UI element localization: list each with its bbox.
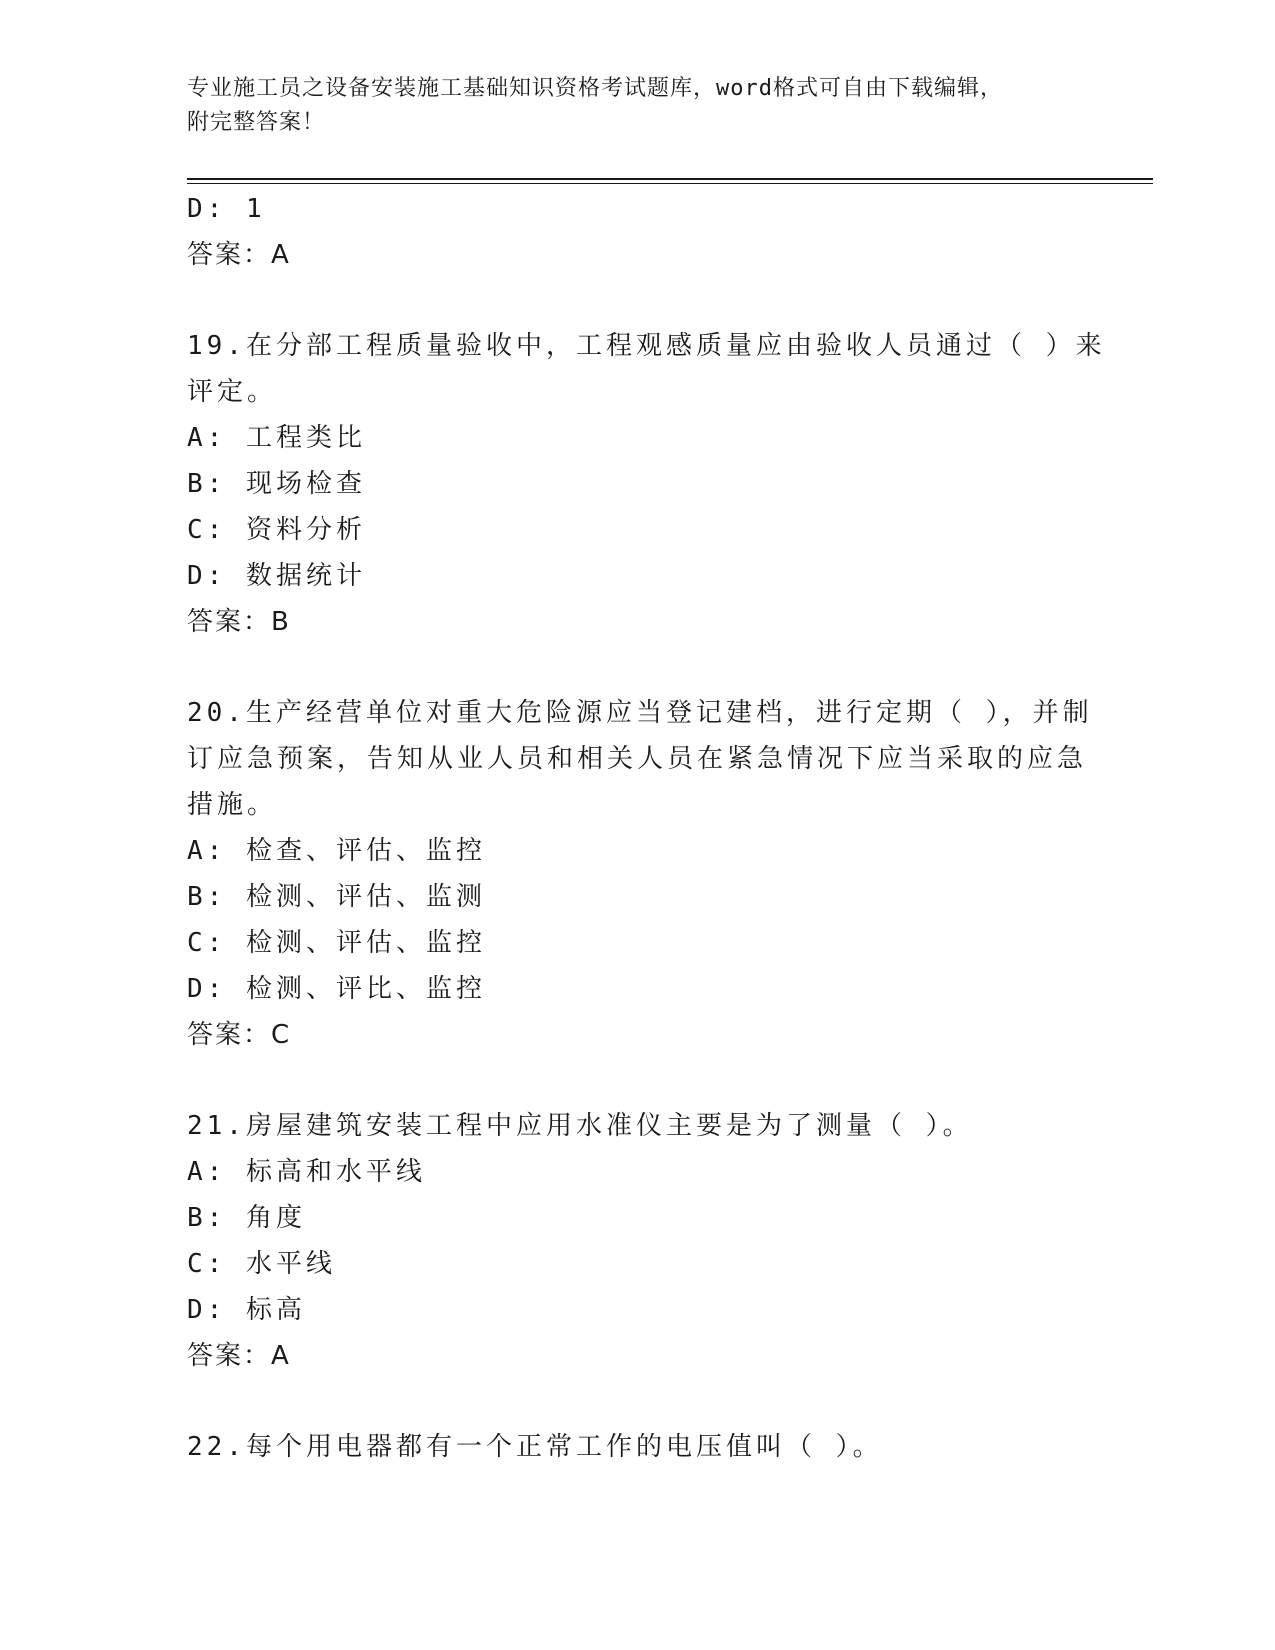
option-d: D: 数据统计 — [187, 561, 366, 591]
spacer — [187, 278, 1087, 323]
answer-label: 答案：B — [187, 607, 291, 637]
option-c: C: 水平线 — [187, 1249, 336, 1279]
header-rule-thin — [187, 183, 1153, 184]
question-21 — [187, 1103, 1087, 1379]
option-d: D: 检测、评比、监控 — [187, 974, 486, 1004]
question-20 — [187, 690, 1093, 1058]
answer-label: 答案：C — [187, 1020, 292, 1050]
question-list — [187, 186, 1106, 1470]
answer-label: 答案：A — [187, 1341, 291, 1371]
spacer — [187, 1379, 1087, 1424]
answer-label: 答案：A — [187, 240, 291, 270]
question-stem: 评定。 — [187, 377, 278, 407]
option-d: D: 1 — [187, 194, 266, 224]
option-b: B: 现场检查 — [187, 469, 366, 499]
question-stem: 19.在分部工程质量验收中，工程观感质量应由验收人员通过（ ）来 — [187, 331, 1106, 361]
spacer — [187, 1058, 1087, 1103]
header-title-line-1: 专业施工员之设备安装施工基础知识资格考试题库，word格式可自由下载编辑， — [187, 76, 1003, 101]
option-b: B: 角度 — [187, 1203, 306, 1233]
option-c: C: 资料分析 — [187, 515, 366, 545]
option-a: A: 检查、评估、监控 — [187, 836, 486, 866]
question-18-tail — [187, 186, 1087, 278]
option-d: D: 标高 — [187, 1295, 306, 1325]
option-c: C: 检测、评估、监控 — [187, 928, 486, 958]
question-stem: 措施。 — [187, 790, 278, 820]
question-stem: 订应急预案，告知从业人员和相关人员在紧急情况下应当采取的应急 — [187, 744, 1088, 774]
question-stem: 21.房屋建筑安装工程中应用水准仪主要是为了测量（ ）。 — [187, 1111, 973, 1141]
question-19 — [187, 323, 1106, 645]
option-b: B: 检测、评估、监测 — [187, 882, 486, 912]
header-rule-thick — [187, 178, 1153, 180]
option-a: A: 工程类比 — [187, 423, 366, 453]
spacer — [187, 645, 1087, 690]
option-a: A: 标高和水平线 — [187, 1157, 426, 1187]
header-title-line-2: 附完整答案！ — [187, 110, 326, 135]
document-header — [187, 72, 1067, 140]
question-22 — [187, 1424, 1087, 1470]
question-stem: 20.生产经营单位对重大危险源应当登记建档，进行定期（ ），并制 — [187, 698, 1093, 728]
question-stem: 22.每个用电器都有一个正常工作的电压值叫（ ）。 — [187, 1432, 883, 1462]
